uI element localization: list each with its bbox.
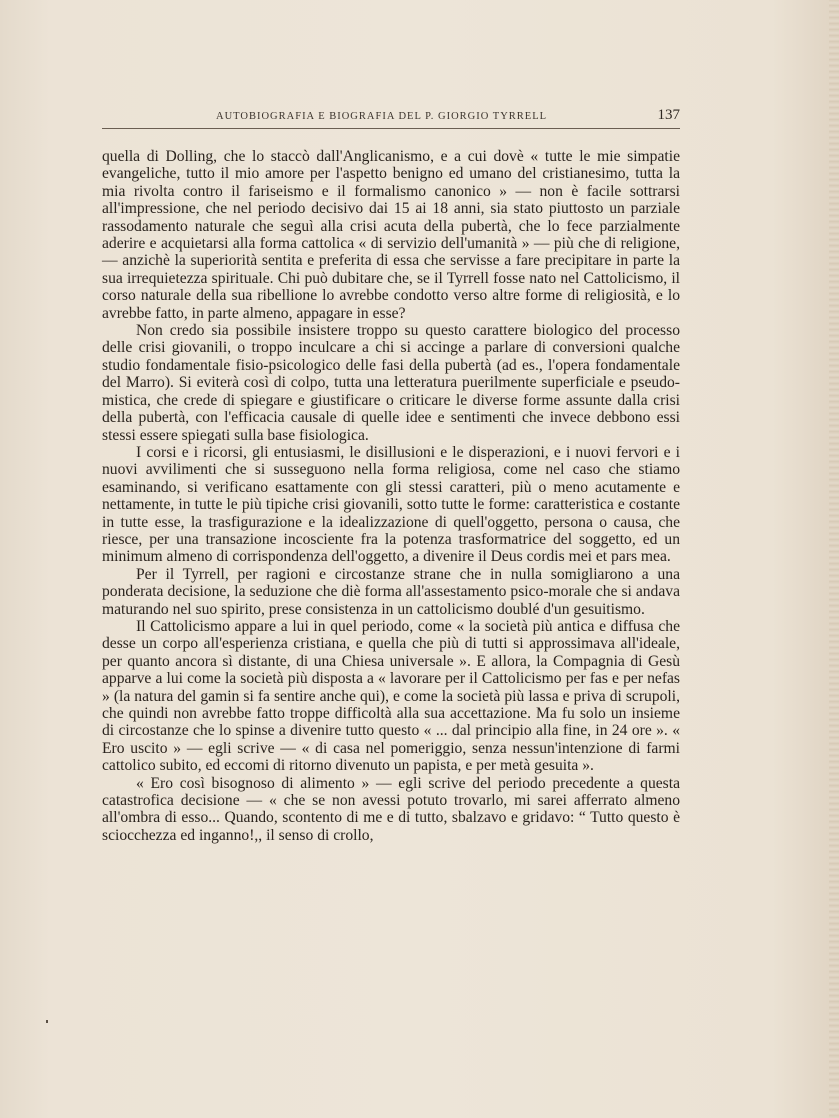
header-title: AUTOBIOGRAFIA E BIOGRAFIA DEL P. GIORGIO TYRRELL [216, 111, 548, 122]
header-rule [102, 128, 680, 129]
paragraph: Il Cattolicismo appare a lui in quel periodo, come « la società più antica e diffusa che desse un corpo all'esperienza cristiana, e quella che più di tutti si approssimava all'ideale, per quanto ancora sì distante, di una Chiesa universale ». E allora, la Compagnia di Gesù apparve a lui come la società più disposta a « lavorare per il Cattolicismo per fas e per nefas » (la natura del gamin si fa sentire anche qui), e come la società più lassa e priva di scrupoli, che quindi non avrebbe fatto troppe difficoltà alla sua accettazione. Ma fu solo un insieme di circostanze che lo spinse a divenire tutto questo « ... dal principio alla fine, in 24 ore ». « Ero uscito » — egli scrive — « di casa nel pomeriggio, senza nessun'intenzione di farmi cattolico subito, ed eccomi di ritorno divenuto un papista, e per metà gesuita ». [102, 617, 680, 775]
running-header [102, 105, 680, 129]
page-edge [829, 0, 839, 1118]
paragraph: Non credo sia possibile insistere troppo su questo carattere biologico del processo delle crisi giovanili, o troppo inculcare a chi si accinge a parlare di conversioni qualche studio fondamentale fisio-psicologico delle fasi della pubertà (ad es., l'opera fondamentale del Marro). Si eviterà così di colpo, tutta una letteratura puerilmente superficiale e pseudo-mistica, che crede di spiegare e giustificare o criticare le diverse forme assunte dalla crisi della pubertà, con l'efficacia causale di quelle idee e sentimenti che invece debbono essi stessi essere spiegati sulla base fisiologica. [102, 322, 680, 444]
paragraph: « Ero così bisognoso di alimento » — egli scrive del periodo precedente a questa catastrofica decisione — « che se non avessi potuto trovarlo, mi sarei afferrato almeno all'ombra di esso... Quando, scontento di me e di tutto, sbalzavo e gridavo: “ Tutto questo è sciocchezza ed inganno!,, il senso di crollo, [102, 774, 680, 844]
page-number: 137 [657, 107, 680, 123]
paragraph: I corsi e i ricorsi, gli entusiasmi, le disillusioni e le disperazioni, e i nuovi fervori e i nuovi avvilimenti che si susseguono nella forma religiosa, come nel caso che stiamo esaminando, si verificano esattamente con gli stessi caratteri, più o meno acutamente e nettamente, in tutte le più tipiche crisi giovanili, sotto tutte le forme: caratteristica e costante in tutte esse, la trasfigurazione e la idealizzazione di quell'oggetto, persona o causa, che riesce, per una transazione incosciente fra la potenza trasformatrice del soggetto, ed un minimum almeno di corrispondenza dell'oggetto, a divenire il Deus cordis mei et pars mea. [102, 443, 680, 566]
body-text [102, 148, 680, 844]
paragraph: Per il Tyrrell, per ragioni e circostanze strane che in nulla somigliarono a una ponderata decisione, la seduzione che diè forma all'assestamento psico-morale che si andava maturando nel suo spirito, prese consistenza in un cattolicismo doublé d'un gesuitismo. [102, 565, 680, 618]
paragraph: quella di Dolling, che lo staccò dall'Anglicanismo, e a cui dovè « tutte le mie simpatie evangeliche, tutto il mio amore per l'aspetto benigno ed umano del cristianesimo, tutta la mia rivolta contro il fariseismo e il formalismo canonico » — non è facile sottrarsi all'impressione, che nel periodo decisivo dai 15 ai 18 anni, sia stato piuttosto un parziale rassodamento naturale che seguì alla crisi acuta della pubertà, che lo fece parzialmente aderire e acquietarsi alla forma cattolica « di servizio dell'umanità » — più che di religione, — anzichè la superiorità sentita e preferita di essa che servisse a fare precipitare in parte la sua irrequietezza spirituale. Chi può dubitare che, se il Tyrrell fosse nato nel Cattolicismo, il corso naturale della sua ribellione lo avrebbe condotto verso altre forme di religiosità, e lo avrebbe fatto, in parte almeno, appagare in esse? [102, 148, 680, 322]
ink-speck [46, 1020, 48, 1023]
